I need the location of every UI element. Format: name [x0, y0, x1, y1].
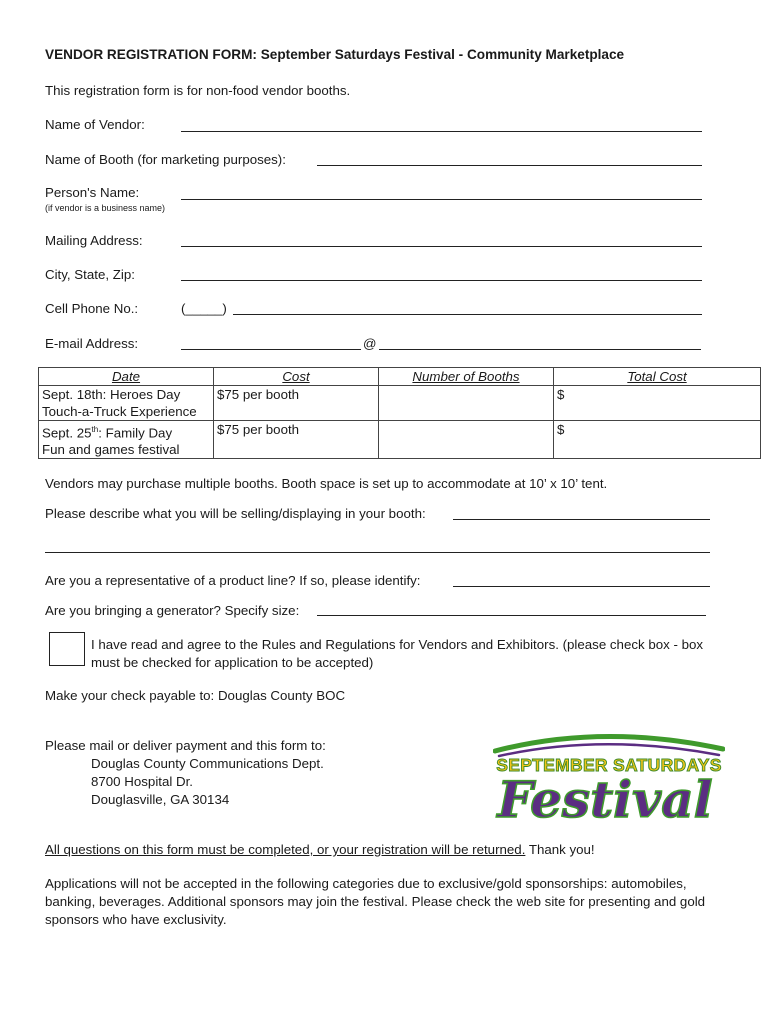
person-name-label: Person's Name:: [45, 185, 140, 200]
festival-logo: [493, 729, 725, 825]
row2-date: [39, 421, 214, 459]
city-state-zip-label: City, State, Zip:: [45, 267, 135, 282]
phone-area-code[interactable]: (_____): [181, 301, 227, 316]
row2-total-input[interactable]: $: [554, 421, 761, 459]
header-number-of-booths: Number of Booths: [379, 368, 554, 386]
vendor-name-label: Name of Vendor:: [45, 117, 145, 132]
row1-date: [39, 386, 214, 421]
vendor-name-field[interactable]: [181, 131, 702, 132]
describe-field-line2[interactable]: [45, 552, 710, 553]
logo-script-text: Festival: [497, 770, 713, 825]
logo-top-text: SEPTEMBER SATURDAYS: [496, 755, 722, 775]
header-cost: Cost: [214, 368, 379, 386]
person-name-note: (if vendor is a business name): [45, 203, 166, 213]
table-header-row: [39, 368, 761, 386]
booth-name-field[interactable]: [317, 165, 702, 166]
email-user-field[interactable]: [181, 349, 361, 350]
generator-field[interactable]: [317, 615, 706, 616]
multiple-booths-note: Vendors may purchase multiple booths. Booth space is set up to accommodate at 10’ x 10’ tent.: [45, 476, 608, 491]
row1-cost: $75 per booth: [214, 386, 379, 421]
row2-date-line1: [42, 421, 210, 441]
booth-table: [38, 367, 761, 459]
form-title: VENDOR REGISTRATION FORM: September Saturdays Festival - Community Marketplace: [45, 47, 625, 62]
mailing-address-field[interactable]: [181, 246, 702, 247]
required-note: [45, 842, 595, 857]
table-row: [39, 386, 761, 421]
booth-name-label: Name of Booth (for marketing purposes):: [45, 152, 286, 167]
required-text: All questions on this form must be completed, or your registration will be returned.: [45, 842, 526, 857]
row1-total-input[interactable]: $: [554, 386, 761, 421]
header-date: Date: [39, 368, 214, 386]
email-domain-field[interactable]: [379, 349, 701, 350]
row1-date-line1: Sept. 18th: Heroes Day: [42, 387, 181, 402]
row2-booths-input[interactable]: [379, 421, 554, 459]
table-row: [39, 421, 761, 459]
mailing-block: [45, 737, 326, 809]
row1-booths-input[interactable]: [379, 386, 554, 421]
mailing-address-label: Mailing Address:: [45, 233, 143, 248]
agree-checkbox[interactable]: [49, 632, 85, 666]
agree-text: I have read and agree to the Rules and Regulations for Vendors and Exhibitors. (please check box - box must be checked for application to be accepted): [91, 637, 704, 670]
row2-date-line2: Fun and games festival: [42, 442, 180, 458]
row2-date-sup: th: [91, 425, 99, 434]
row2-cost: $75 per booth: [214, 421, 379, 459]
mailing-line1: Douglas County Communications Dept.: [91, 756, 324, 771]
cell-phone-field[interactable]: [233, 314, 702, 315]
email-label: E-mail Address:: [45, 336, 139, 351]
email-at-sign: @: [363, 336, 377, 351]
mailing-line2: 8700 Hospital Dr.: [91, 774, 193, 789]
row2-date-pre: Sept. 25: [42, 425, 92, 441]
describe-label: Please describe what you will be selling/displaying in your booth:: [45, 506, 426, 521]
row1-date-line2: Touch-a-Truck Experience: [42, 404, 197, 419]
city-state-zip-field[interactable]: [181, 280, 702, 281]
row2-date-post: : Family Day: [98, 425, 173, 441]
describe-field[interactable]: [453, 519, 710, 520]
person-name-field[interactable]: [181, 199, 702, 200]
product-line-label: Are you a representative of a product line? If so, please identify:: [45, 573, 421, 588]
form-intro: This registration form is for non-food vendor booths.: [45, 83, 351, 98]
mailing-intro: Please mail or deliver payment and this form to:: [45, 738, 326, 753]
generator-label: Are you bringing a generator? Specify size:: [45, 603, 300, 618]
header-total-cost: Total Cost: [554, 368, 761, 386]
product-line-field[interactable]: [453, 586, 710, 587]
thanks-text: Thank you!: [525, 842, 595, 857]
mailing-line3: Douglasville, GA 30134: [91, 792, 230, 807]
exclusions-note: Applications will not be accepted in the following categories due to exclusive/gold sponsorships: automobiles, banking, beverages. Additional sponsors may join the festival. Please check the web site for presenting and gold sponsors who have exclusivity.: [45, 876, 706, 927]
cell-phone-label: Cell Phone No.:: [45, 301, 139, 316]
payable-note: Make your check payable to: Douglas County BOC: [45, 688, 346, 703]
